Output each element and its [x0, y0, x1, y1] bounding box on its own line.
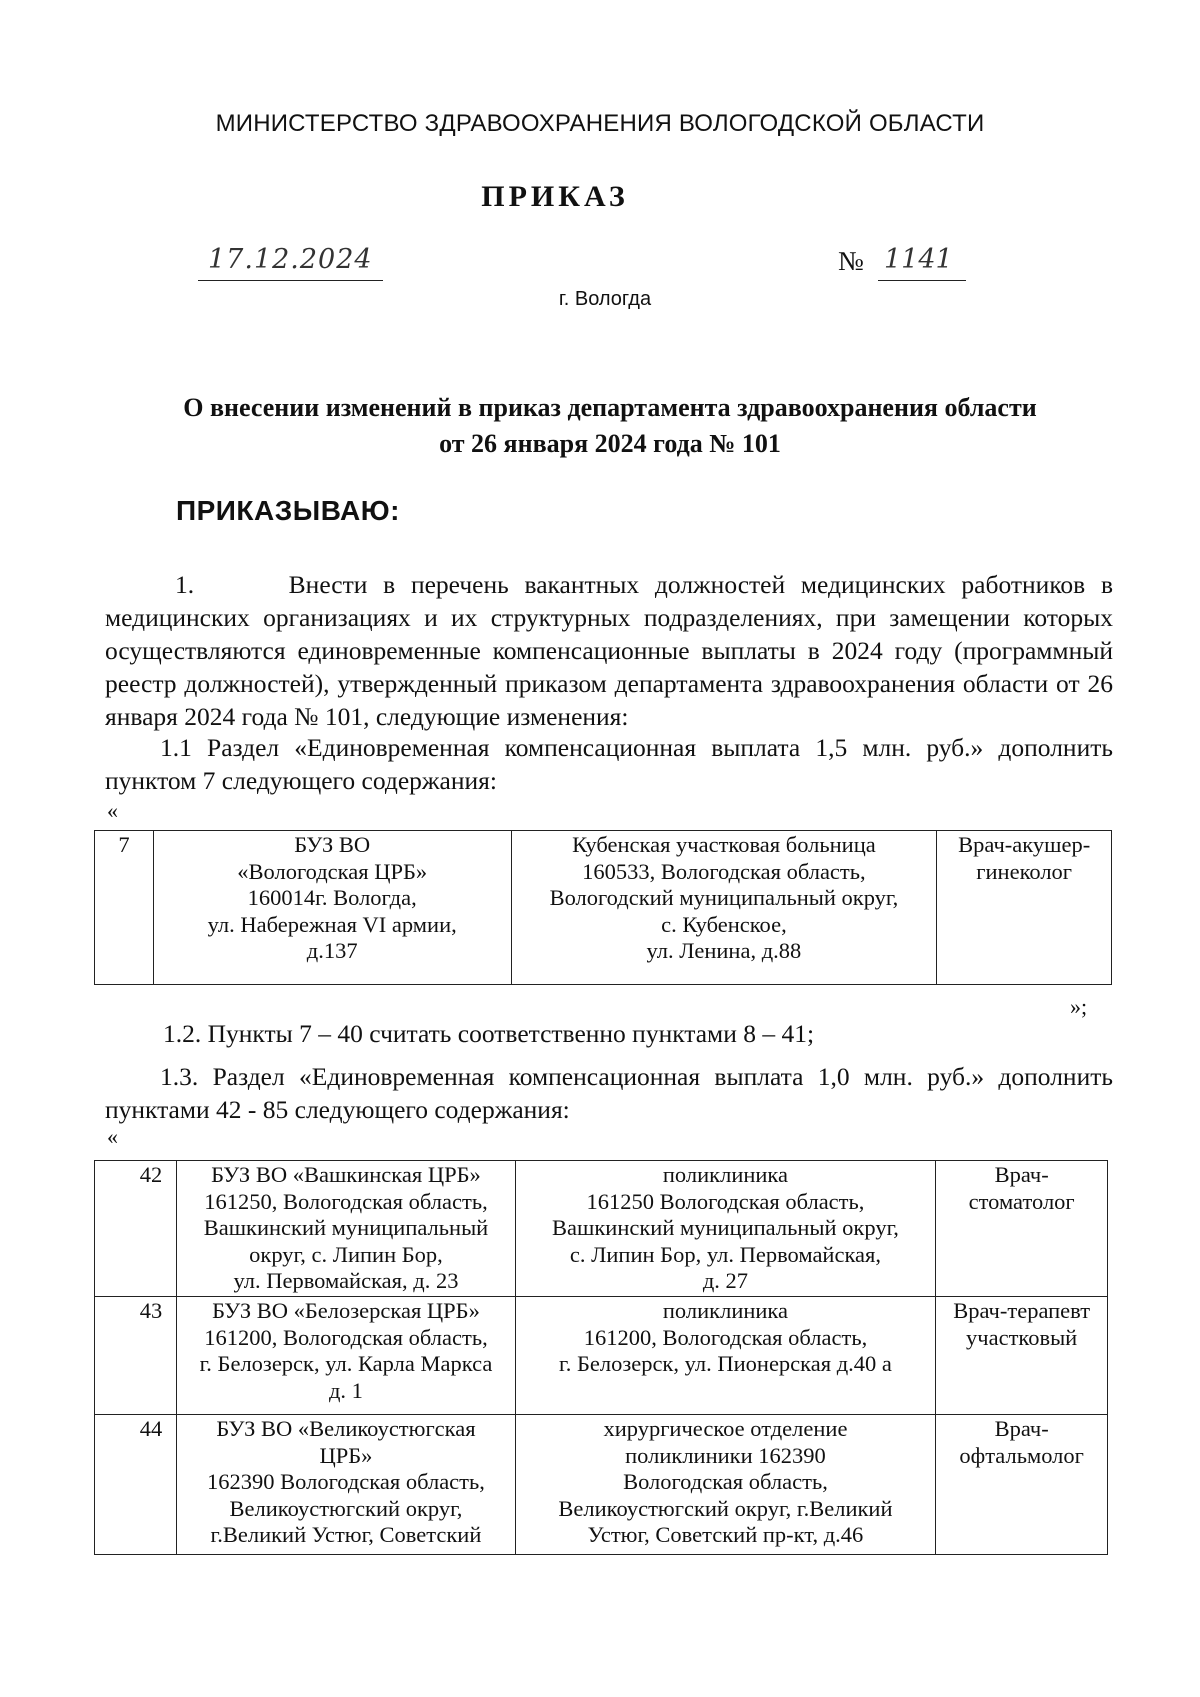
- cell-subdivision: [511, 831, 937, 985]
- cell-organization-line: 162390 Вологодская область,: [207, 1469, 485, 1494]
- number-label: №: [838, 246, 864, 276]
- cell-subdivision-line: Вашкинский муниципальный округ,: [552, 1215, 899, 1240]
- cell-organization-line: БУЗ ВО: [294, 832, 371, 857]
- paragraph-1-2-text: 1.2. Пункты 7 – 40 считать соответственно пунктами 8 – 41;: [163, 1019, 815, 1048]
- paragraph-1-1-text: 1.1 Раздел «Единовременная компенсационная выплата 1,5 млн. руб.» дополнить пунктом 7 следующего содержания:: [105, 733, 1113, 795]
- cell-subdivision-line: Великоустюгский округ, г.Великий: [558, 1495, 893, 1521]
- quote-close-1: »;: [1070, 994, 1088, 1019]
- order-verb: ПРИКАЗЫВАЮ:: [176, 495, 400, 526]
- cell-position-line: Врач-: [994, 1416, 1049, 1441]
- cell-organization-line: д.137: [306, 938, 358, 963]
- cell-position: [936, 1297, 1108, 1415]
- cell-number: 7: [95, 831, 154, 985]
- cell-position-line: Врач-: [994, 1162, 1049, 1187]
- cell-subdivision-line: с. Липин Бор, ул. Первомайская,: [569, 1241, 882, 1267]
- cell-organization-line: 160014г. Вологда,: [247, 885, 417, 910]
- cell-number: 43: [95, 1297, 177, 1415]
- cell-subdivision-line: Вологодский муниципальный округ,: [549, 885, 899, 910]
- cell-subdivision-line: Кубенская участковая больница: [572, 832, 876, 857]
- cell-number: 44: [95, 1415, 177, 1555]
- cell-organization-line: ЦРБ»: [319, 1442, 373, 1468]
- cell-organization-line: г.Великий Устюг, Советский: [210, 1522, 482, 1547]
- paragraph-1-1: [105, 731, 1113, 797]
- cell-organization-line: БУЗ ВО «Вашкинская ЦРБ»: [211, 1162, 481, 1187]
- table-row: [95, 1161, 1108, 1297]
- paragraph-1-number: 1.: [175, 570, 195, 599]
- paragraph-1-3: [105, 1060, 1113, 1126]
- cell-organization-line: БУЗ ВО «Великоустюгская: [216, 1416, 476, 1441]
- cell-organization-line: Вашкинский муниципальный: [203, 1215, 489, 1240]
- city: г. Вологда: [558, 288, 652, 310]
- ministry-name: МИНИСТЕРСТВО ЗДРАВООХРАНЕНИЯ ВОЛОГОДСКОЙ ОБЛАСТИ: [215, 110, 985, 137]
- table-row: [95, 831, 1112, 985]
- table-section-1-0: [94, 1160, 1108, 1555]
- quote-open-1: «: [107, 798, 118, 823]
- cell-subdivision-line: 161200, Вологодская область,: [583, 1324, 868, 1350]
- cell-position: [936, 1161, 1108, 1297]
- cell-subdivision-line: г. Белозерск, ул. Пионерская д.40 а: [559, 1351, 892, 1376]
- cell-subdivision: [515, 1297, 936, 1415]
- cell-position-line: участковый: [966, 1324, 1078, 1350]
- cell-organization-line: «Вологодская ЦРБ»: [237, 858, 428, 884]
- cell-organization-line: 161200, Вологодская область,: [204, 1324, 488, 1350]
- cell-organization-line: БУЗ ВО «Белозерская ЦРБ»: [212, 1298, 480, 1323]
- cell-number: 42: [95, 1161, 177, 1297]
- date-field: [198, 240, 383, 281]
- table-section-1-5: [94, 830, 1112, 985]
- cell-subdivision-line: ул. Ленина, д.88: [646, 938, 802, 963]
- cell-organization: [177, 1415, 515, 1555]
- cell-subdivision-line: 160533, Вологодская область,: [582, 858, 866, 884]
- paragraph-1-3-text: 1.3. Раздел «Единовременная компенсационная выплата 1,0 млн. руб.» дополнить пунктами 42 - 85 следующего содержания:: [105, 1062, 1113, 1124]
- cell-organization: [177, 1161, 515, 1297]
- order-subject: [0, 390, 1200, 462]
- subject-line-1: О внесении изменений в приказ департамента здравоохранения области: [183, 393, 1037, 422]
- cell-subdivision: [515, 1161, 936, 1297]
- cell-subdivision: [515, 1415, 936, 1555]
- number-field: [878, 240, 966, 281]
- cell-subdivision-line: Вологодская область,: [623, 1469, 828, 1494]
- cell-subdivision-line: Устюг, Советский пр-кт, д.46: [587, 1522, 864, 1547]
- cell-subdivision-line: поликлиники 162390: [625, 1442, 826, 1468]
- table-row: [95, 1415, 1108, 1555]
- quote-open-2: «: [107, 1124, 118, 1149]
- cell-subdivision-line: 161250 Вологодская область,: [586, 1188, 865, 1214]
- cell-organization-line: ул. Набережная VI армии,: [207, 911, 457, 937]
- cell-subdivision-line: поликлиника: [662, 1298, 789, 1323]
- cell-subdivision-line: с. Кубенское,: [661, 911, 787, 937]
- table-row: [95, 1297, 1108, 1415]
- paragraph-1-2: [105, 1017, 1113, 1050]
- cell-organization-line: округ, с. Липин Бор,: [249, 1241, 443, 1267]
- cell-position-line: офтальмолог: [959, 1442, 1084, 1468]
- cell-organization-line: г. Белозерск, ул. Карла Маркса: [199, 1351, 493, 1376]
- cell-subdivision-line: д. 27: [702, 1268, 749, 1293]
- order-title: ПРИКАЗ: [481, 180, 629, 213]
- paragraph-1: [105, 568, 1113, 733]
- cell-organization: [177, 1297, 515, 1415]
- handwritten-number: 1141: [884, 244, 953, 275]
- cell-organization-line: д. 1: [328, 1377, 363, 1403]
- cell-organization-line: 161250, Вологодская область,: [204, 1188, 488, 1214]
- cell-subdivision-line: поликлиника: [662, 1162, 789, 1187]
- subject-line-2: от 26 января 2024 года № 101: [439, 429, 781, 458]
- paragraph-1-text: Внести в перечень вакантных должностей медицинских работников в медицинских организациях и их структурных подразделениях, при замещении которых осуществляются единовременные компенсационные выплаты в 2024 году (программный реестр должностей), утвержденный приказом департамента здравоохранения области от 26 января 2024 года № 101, следующие изменения:: [105, 570, 1113, 731]
- cell-position: [937, 831, 1112, 985]
- handwritten-date: 17.12.2024: [208, 244, 373, 275]
- cell-position: [936, 1415, 1108, 1555]
- cell-organization: [153, 831, 511, 985]
- cell-position-line: Врач-акушер-: [958, 832, 1091, 857]
- cell-position-line: Врач-терапевт: [953, 1298, 1091, 1323]
- cell-organization-line: ул. Первомайская, д. 23: [233, 1268, 459, 1293]
- cell-organization-line: Великоустюгский округ,: [229, 1495, 463, 1521]
- cell-position-line: гинеколог: [976, 858, 1073, 884]
- cell-subdivision-line: хирургическое отделение: [603, 1416, 848, 1441]
- cell-position-line: стоматолог: [968, 1188, 1075, 1214]
